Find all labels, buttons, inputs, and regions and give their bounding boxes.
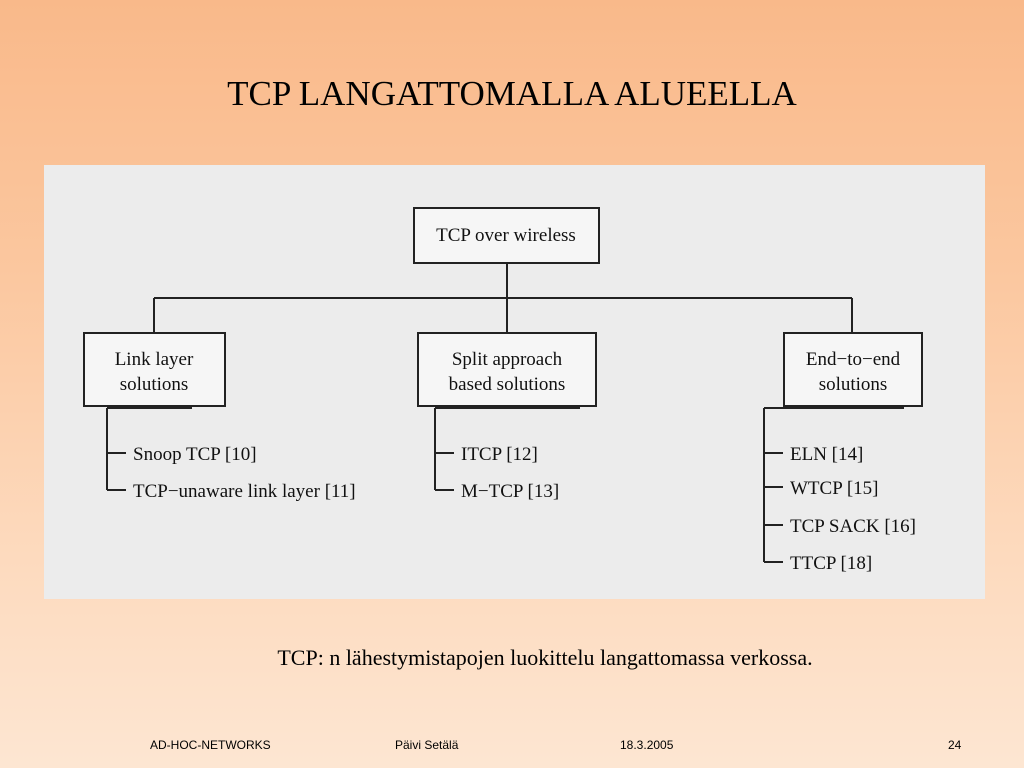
item-eln: ELN [14] bbox=[790, 444, 864, 465]
root-label: TCP over wireless bbox=[436, 225, 576, 246]
item-tcp-unaware-link-layer: TCP−unaware link layer [11] bbox=[133, 481, 356, 502]
item-wtcp: WTCP [15] bbox=[790, 478, 879, 499]
footer-course: AD-HOC-NETWORKS bbox=[150, 738, 271, 752]
category-label-end-to-end-line2: solutions bbox=[818, 374, 888, 395]
category-label-split-line2: based solutions bbox=[448, 374, 566, 395]
item-ttcp: TTCP [18] bbox=[790, 553, 873, 574]
slide-title: TCP LANGATTOMALLA ALUEELLA bbox=[227, 74, 797, 113]
category-label-link-layer-line2: solutions bbox=[119, 374, 189, 395]
category-label-link-layer-line1: Link layer bbox=[114, 349, 194, 370]
item-tcp-sack: TCP SACK [16] bbox=[790, 516, 916, 537]
item-m-tcp: M−TCP [13] bbox=[461, 481, 560, 502]
footer-page-number: 24 bbox=[948, 738, 962, 752]
connector-lines bbox=[107, 263, 904, 562]
figure-caption: TCP: n lähestymistapojen luokittelu langattomassa verkossa. bbox=[277, 645, 813, 670]
item-snoop-tcp: Snoop TCP [10] bbox=[133, 444, 257, 465]
category-label-split-line1: Split approach bbox=[451, 349, 563, 370]
footer-date: 18.3.2005 bbox=[620, 738, 674, 752]
footer-author: Päivi Setälä bbox=[395, 738, 459, 752]
item-itcp: ITCP [12] bbox=[461, 444, 538, 465]
taxonomy-diagram bbox=[44, 165, 985, 599]
category-label-end-to-end-line1: End−to−end bbox=[805, 349, 901, 370]
